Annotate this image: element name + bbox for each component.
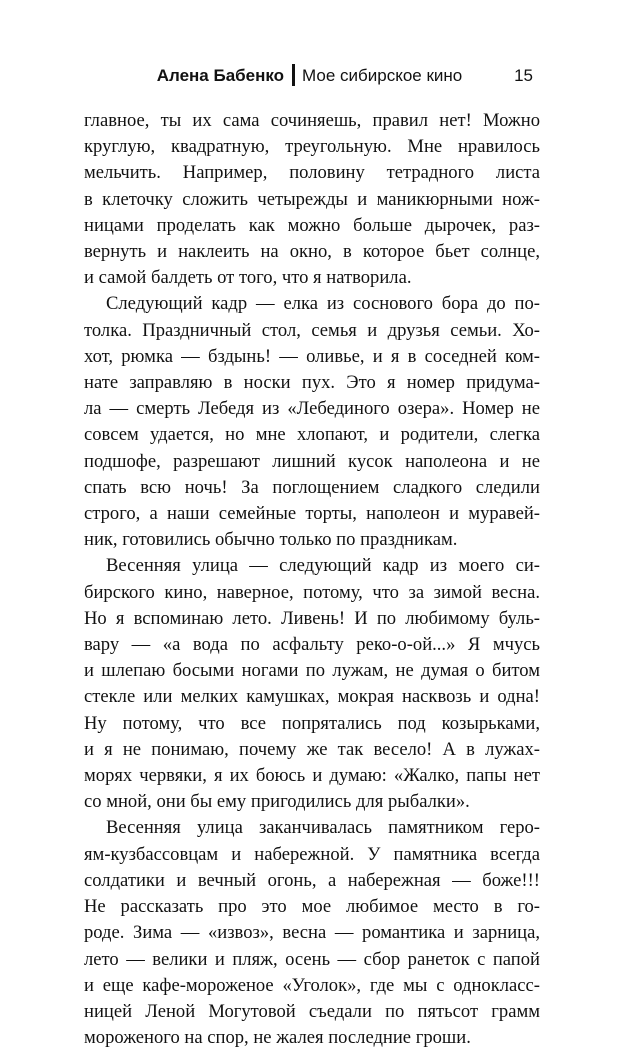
text-line: Ну потому, что все попрятались под козырьками,	[84, 712, 540, 734]
text-line: в клеточку сложить четырежды и маникюрными нож-	[84, 188, 540, 210]
body-text	[84, 108, 540, 1051]
text-line: толка. Праздничный стол, семья и друзья семьи. Хо-	[84, 319, 540, 341]
text-line: подшофе, разрешают лишний кусок наполеона и не	[84, 450, 540, 472]
text-line: строго, а наши семейные торты, наполеон и муравей-	[84, 503, 540, 525]
text-line: лето — велики и пляж, осень — сбор ранеток с папой	[84, 948, 540, 970]
text-line: Весенняя улица — следующий кадр из моего си-	[106, 555, 540, 577]
text-line: главное, ты их сама сочиняешь, правил нет! Можно	[84, 110, 540, 131]
text-line: вару — «а вода по асфальту реко-о-ой...» Я мчусь	[84, 634, 540, 656]
text-line: ям-кузбассовцам и набережной. У памятника всегда	[84, 843, 540, 865]
text-line: со мной, они бы ему пригодились для рыбалки».	[84, 791, 470, 813]
text-line: Но я вспоминаю лето. Ливень! И по любимому буль-	[84, 607, 540, 629]
text-line: мельчить. Например, половину тетрадного листа	[84, 162, 540, 184]
text-line: морях червяки, я их боюсь и думаю: «Жалко, папы нет	[84, 765, 540, 787]
text-line: круглую, квадратную, треугольную. Мне нравилось	[84, 136, 540, 158]
text-line: ницами проделать как можно больше дырочек, раз-	[84, 214, 540, 236]
text-line: и я не понимаю, почему же так весело! А в лужах-	[84, 738, 540, 760]
text-line: и самой балдеть от того, что я натворила.	[84, 267, 412, 289]
page-number: 15	[514, 66, 533, 85]
text-line: Весенняя улица заканчивалась памятником геро-	[106, 817, 540, 839]
text-line: бирского кино, наверное, потому, что за зимой весна.	[84, 581, 540, 603]
text-line: и еще кафе-мороженое «Уголок», где мы с однокласс-	[84, 974, 540, 996]
text-line: спать всю ночь! За поглощением сладкого следили	[84, 476, 540, 498]
paragraph	[84, 291, 540, 553]
text-line: вернуть и наклеить на окно, в которое бьет солнце,	[84, 241, 540, 263]
text-line: ник, готовились обычно только по праздникам.	[84, 529, 458, 551]
paragraph	[84, 553, 540, 815]
text-line: ла — смерть Лебедя из «Лебединого озера». Номер не	[84, 398, 540, 420]
book-title: Мое сибирское кино	[302, 66, 463, 85]
paragraph	[84, 815, 540, 1051]
text-line: мороженого на спор, не жалея последние гроши.	[84, 1027, 471, 1049]
text-line: солдатики и вечный огонь, а набережная — боже!!!	[84, 869, 540, 891]
text-line: нате заправляю в носки пух. Это я номер придума-	[84, 372, 540, 394]
text-line: Не рассказать про это мое любимое место в го-	[84, 896, 540, 918]
paragraph	[84, 108, 540, 291]
text-line: и шлепаю босыми ногами по лужам, не думая о битом	[84, 660, 540, 682]
author-name: Алена Бабенко	[156, 66, 285, 85]
text-line: ницей Леной Могутовой съедали по пятьсот грамм	[84, 1000, 540, 1022]
running-header	[0, 64, 619, 92]
text-line: совсем удается, но мне хлопают, и родители, слегка	[84, 424, 540, 446]
text-line: хот, рюмка — бздынь! — оливье, и я в соседней ком-	[84, 345, 540, 367]
text-line: стекле или мелких камушках, мокрая насквозь и одна!	[84, 686, 540, 708]
header-separator	[292, 64, 295, 86]
text-line: Следующий кадр — елка из соснового бора до по-	[106, 293, 540, 315]
text-line: роде. Зима — «извоз», весна — романтика и зарница,	[84, 922, 540, 944]
